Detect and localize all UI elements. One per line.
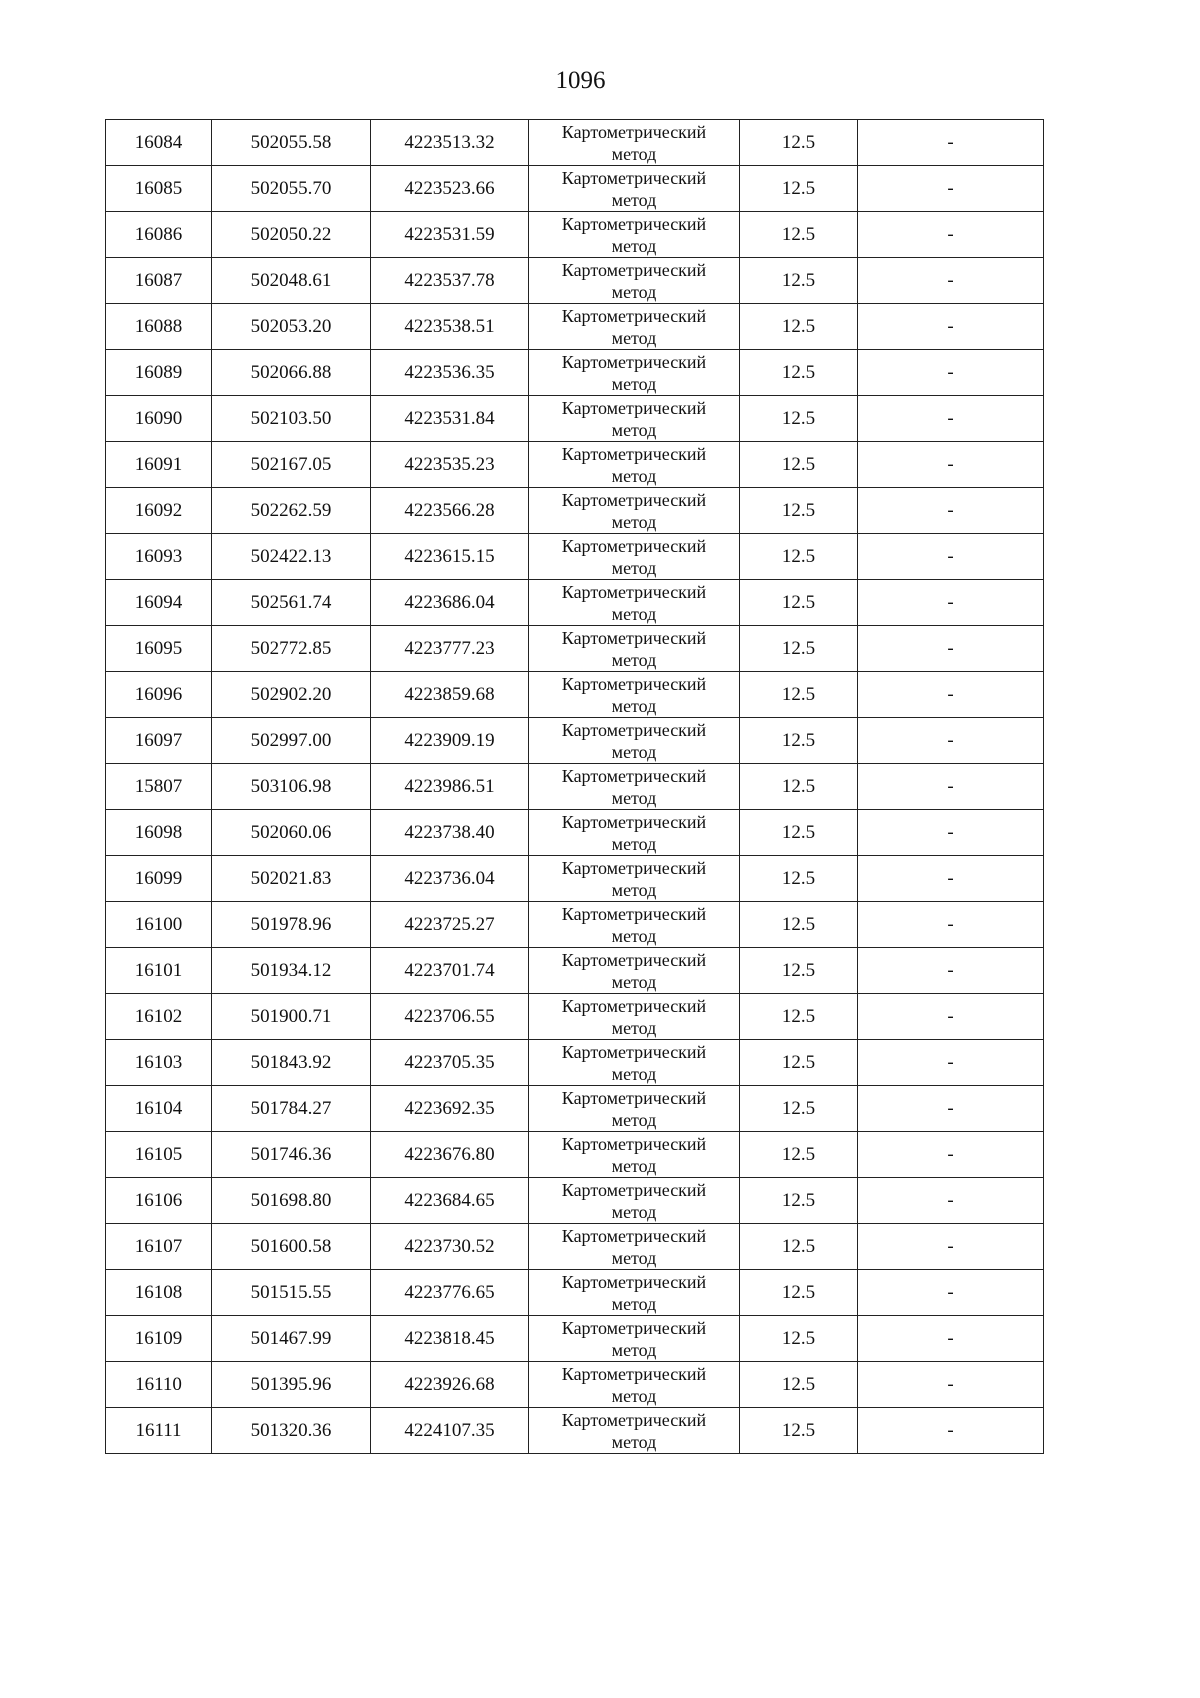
point-number-cell: 16086 (106, 212, 212, 258)
accuracy-cell: 12.5 (740, 1362, 858, 1408)
point-number-cell: 16100 (106, 902, 212, 948)
y-coordinate-cell: 4223538.51 (371, 304, 529, 350)
point-number-cell: 16088 (106, 304, 212, 350)
point-number-cell: 16097 (106, 718, 212, 764)
method-text: Картометрический метод (561, 1133, 707, 1176)
method-text: Картометрический метод (561, 397, 707, 440)
method-text: Картометрический метод (561, 121, 707, 164)
note-cell: - (858, 994, 1044, 1040)
point-number-cell: 16102 (106, 994, 212, 1040)
method-cell (529, 764, 740, 810)
method-cell (529, 396, 740, 442)
note-cell: - (858, 350, 1044, 396)
method-cell (529, 626, 740, 672)
note-cell: - (858, 1408, 1044, 1454)
note-cell: - (858, 120, 1044, 166)
accuracy-cell: 12.5 (740, 1224, 858, 1270)
method-cell (529, 1040, 740, 1086)
x-coordinate-cell: 501515.55 (212, 1270, 371, 1316)
table-row (106, 534, 1044, 580)
x-coordinate-cell: 501746.36 (212, 1132, 371, 1178)
x-coordinate-cell: 501978.96 (212, 902, 371, 948)
coordinates-table (105, 119, 1044, 1454)
method-cell (529, 212, 740, 258)
x-coordinate-cell: 502561.74 (212, 580, 371, 626)
method-text: Картометрический метод (561, 489, 707, 532)
note-cell: - (858, 1178, 1044, 1224)
x-coordinate-cell: 501843.92 (212, 1040, 371, 1086)
method-text: Картометрический метод (561, 719, 707, 762)
accuracy-cell: 12.5 (740, 1086, 858, 1132)
method-cell (529, 1408, 740, 1454)
note-cell: - (858, 304, 1044, 350)
method-cell (529, 350, 740, 396)
x-coordinate-cell: 502772.85 (212, 626, 371, 672)
method-text: Картометрический метод (561, 305, 707, 348)
table-row (106, 856, 1044, 902)
y-coordinate-cell: 4223705.35 (371, 1040, 529, 1086)
accuracy-cell: 12.5 (740, 396, 858, 442)
accuracy-cell: 12.5 (740, 994, 858, 1040)
method-text: Картометрический метод (561, 995, 707, 1038)
point-number-cell: 16092 (106, 488, 212, 534)
note-cell: - (858, 672, 1044, 718)
method-text: Картометрический метод (561, 857, 707, 900)
point-number-cell: 16085 (106, 166, 212, 212)
method-text: Картометрический метод (561, 1409, 707, 1452)
point-number-cell: 16103 (106, 1040, 212, 1086)
method-text: Картометрический метод (561, 949, 707, 992)
method-text: Картометрический метод (561, 1041, 707, 1084)
note-cell: - (858, 856, 1044, 902)
table-row (106, 442, 1044, 488)
method-text: Картометрический метод (561, 1317, 707, 1360)
note-cell: - (858, 488, 1044, 534)
y-coordinate-cell: 4223537.78 (371, 258, 529, 304)
note-cell: - (858, 1362, 1044, 1408)
note-cell: - (858, 948, 1044, 994)
point-number-cell: 16099 (106, 856, 212, 902)
method-text: Картометрический метод (561, 1363, 707, 1406)
method-text: Картометрический метод (561, 167, 707, 210)
y-coordinate-cell: 4223615.15 (371, 534, 529, 580)
table-body (106, 120, 1044, 1454)
x-coordinate-cell: 502021.83 (212, 856, 371, 902)
method-cell (529, 1086, 740, 1132)
y-coordinate-cell: 4223535.23 (371, 442, 529, 488)
method-cell (529, 1132, 740, 1178)
method-cell (529, 1362, 740, 1408)
method-cell (529, 902, 740, 948)
note-cell: - (858, 1224, 1044, 1270)
accuracy-cell: 12.5 (740, 902, 858, 948)
x-coordinate-cell: 501698.80 (212, 1178, 371, 1224)
x-coordinate-cell: 502055.58 (212, 120, 371, 166)
note-cell: - (858, 580, 1044, 626)
x-coordinate-cell: 501467.99 (212, 1316, 371, 1362)
y-coordinate-cell: 4223686.04 (371, 580, 529, 626)
y-coordinate-cell: 4223738.40 (371, 810, 529, 856)
table-row (106, 1408, 1044, 1454)
y-coordinate-cell: 4223536.35 (371, 350, 529, 396)
table-row (106, 1224, 1044, 1270)
note-cell: - (858, 442, 1044, 488)
method-text: Картометрический метод (561, 1271, 707, 1314)
x-coordinate-cell: 502053.20 (212, 304, 371, 350)
accuracy-cell: 12.5 (740, 810, 858, 856)
accuracy-cell: 12.5 (740, 948, 858, 994)
x-coordinate-cell: 502055.70 (212, 166, 371, 212)
method-text: Картометрический метод (561, 811, 707, 854)
method-cell (529, 166, 740, 212)
method-cell (529, 810, 740, 856)
note-cell: - (858, 1270, 1044, 1316)
y-coordinate-cell: 4223684.65 (371, 1178, 529, 1224)
y-coordinate-cell: 4223692.35 (371, 1086, 529, 1132)
accuracy-cell: 12.5 (740, 1316, 858, 1362)
point-number-cell: 16096 (106, 672, 212, 718)
accuracy-cell: 12.5 (740, 764, 858, 810)
note-cell: - (858, 1040, 1044, 1086)
table-row (106, 396, 1044, 442)
method-text: Картометрический метод (561, 213, 707, 256)
y-coordinate-cell: 4223531.59 (371, 212, 529, 258)
point-number-cell: 16094 (106, 580, 212, 626)
method-text: Картометрический метод (561, 627, 707, 670)
method-text: Картометрический метод (561, 535, 707, 578)
method-cell (529, 488, 740, 534)
y-coordinate-cell: 4223513.32 (371, 120, 529, 166)
x-coordinate-cell: 503106.98 (212, 764, 371, 810)
x-coordinate-cell: 501900.71 (212, 994, 371, 1040)
method-text: Картометрический метод (561, 443, 707, 486)
table-row (106, 626, 1044, 672)
note-cell: - (858, 534, 1044, 580)
table-row (106, 1086, 1044, 1132)
table-row (106, 1270, 1044, 1316)
x-coordinate-cell: 502048.61 (212, 258, 371, 304)
method-cell (529, 1270, 740, 1316)
x-coordinate-cell: 502902.20 (212, 672, 371, 718)
method-cell (529, 1224, 740, 1270)
table-row (106, 350, 1044, 396)
method-cell (529, 856, 740, 902)
note-cell: - (858, 764, 1044, 810)
table-row (106, 902, 1044, 948)
accuracy-cell: 12.5 (740, 120, 858, 166)
table-row (106, 580, 1044, 626)
point-number-cell: 15807 (106, 764, 212, 810)
y-coordinate-cell: 4223706.55 (371, 994, 529, 1040)
y-coordinate-cell: 4223859.68 (371, 672, 529, 718)
method-text: Картометрический метод (561, 1225, 707, 1268)
note-cell: - (858, 718, 1044, 764)
x-coordinate-cell: 502103.50 (212, 396, 371, 442)
table-row (106, 1178, 1044, 1224)
table-row (106, 810, 1044, 856)
table-row (106, 212, 1044, 258)
note-cell: - (858, 902, 1044, 948)
method-text: Картометрический метод (561, 673, 707, 716)
note-cell: - (858, 396, 1044, 442)
table-row (106, 764, 1044, 810)
method-text: Картометрический метод (561, 903, 707, 946)
note-cell: - (858, 1316, 1044, 1362)
x-coordinate-cell: 502422.13 (212, 534, 371, 580)
method-text: Картометрический метод (561, 1087, 707, 1130)
point-number-cell: 16107 (106, 1224, 212, 1270)
accuracy-cell: 12.5 (740, 1132, 858, 1178)
point-number-cell: 16106 (106, 1178, 212, 1224)
y-coordinate-cell: 4223531.84 (371, 396, 529, 442)
point-number-cell: 16098 (106, 810, 212, 856)
x-coordinate-cell: 501934.12 (212, 948, 371, 994)
point-number-cell: 16111 (106, 1408, 212, 1454)
y-coordinate-cell: 4223736.04 (371, 856, 529, 902)
x-coordinate-cell: 502997.00 (212, 718, 371, 764)
point-number-cell: 16087 (106, 258, 212, 304)
note-cell: - (858, 258, 1044, 304)
accuracy-cell: 12.5 (740, 1270, 858, 1316)
y-coordinate-cell: 4223986.51 (371, 764, 529, 810)
x-coordinate-cell: 502066.88 (212, 350, 371, 396)
accuracy-cell: 12.5 (740, 534, 858, 580)
table-row (106, 258, 1044, 304)
point-number-cell: 16090 (106, 396, 212, 442)
x-coordinate-cell: 502262.59 (212, 488, 371, 534)
point-number-cell: 16104 (106, 1086, 212, 1132)
point-number-cell: 16109 (106, 1316, 212, 1362)
x-coordinate-cell: 502167.05 (212, 442, 371, 488)
point-number-cell: 16108 (106, 1270, 212, 1316)
table-row (106, 1132, 1044, 1178)
accuracy-cell: 12.5 (740, 1040, 858, 1086)
method-cell (529, 1316, 740, 1362)
note-cell: - (858, 626, 1044, 672)
table-row (106, 120, 1044, 166)
accuracy-cell: 12.5 (740, 166, 858, 212)
table-row (106, 304, 1044, 350)
page-number: 1096 (555, 67, 606, 94)
table-row (106, 672, 1044, 718)
method-text: Картометрический метод (561, 581, 707, 624)
accuracy-cell: 12.5 (740, 258, 858, 304)
method-cell (529, 1178, 740, 1224)
accuracy-cell: 12.5 (740, 718, 858, 764)
x-coordinate-cell: 502060.06 (212, 810, 371, 856)
point-number-cell: 16091 (106, 442, 212, 488)
accuracy-cell: 12.5 (740, 856, 858, 902)
table-row (106, 1040, 1044, 1086)
point-number-cell: 16101 (106, 948, 212, 994)
x-coordinate-cell: 501320.36 (212, 1408, 371, 1454)
accuracy-cell: 12.5 (740, 672, 858, 718)
note-cell: - (858, 1086, 1044, 1132)
point-number-cell: 16093 (106, 534, 212, 580)
table-row (106, 166, 1044, 212)
method-cell (529, 994, 740, 1040)
method-cell (529, 304, 740, 350)
y-coordinate-cell: 4223566.28 (371, 488, 529, 534)
note-cell: - (858, 1132, 1044, 1178)
method-cell (529, 442, 740, 488)
method-cell (529, 948, 740, 994)
method-cell (529, 718, 740, 764)
accuracy-cell: 12.5 (740, 1408, 858, 1454)
y-coordinate-cell: 4223926.68 (371, 1362, 529, 1408)
accuracy-cell: 12.5 (740, 580, 858, 626)
table-row (106, 948, 1044, 994)
y-coordinate-cell: 4223777.23 (371, 626, 529, 672)
method-cell (529, 672, 740, 718)
accuracy-cell: 12.5 (740, 626, 858, 672)
table-row (106, 488, 1044, 534)
point-number-cell: 16089 (106, 350, 212, 396)
y-coordinate-cell: 4223725.27 (371, 902, 529, 948)
point-number-cell: 16105 (106, 1132, 212, 1178)
x-coordinate-cell: 501784.27 (212, 1086, 371, 1132)
method-text: Картометрический метод (561, 351, 707, 394)
accuracy-cell: 12.5 (740, 212, 858, 258)
y-coordinate-cell: 4224107.35 (371, 1408, 529, 1454)
table-row (106, 1316, 1044, 1362)
point-number-cell: 16110 (106, 1362, 212, 1408)
note-cell: - (858, 810, 1044, 856)
method-text: Картометрический метод (561, 1179, 707, 1222)
y-coordinate-cell: 4223776.65 (371, 1270, 529, 1316)
method-cell (529, 580, 740, 626)
accuracy-cell: 12.5 (740, 350, 858, 396)
y-coordinate-cell: 4223818.45 (371, 1316, 529, 1362)
point-number-cell: 16084 (106, 120, 212, 166)
method-text: Картометрический метод (561, 765, 707, 808)
table-row (106, 718, 1044, 764)
y-coordinate-cell: 4223676.80 (371, 1132, 529, 1178)
accuracy-cell: 12.5 (740, 488, 858, 534)
y-coordinate-cell: 4223730.52 (371, 1224, 529, 1270)
x-coordinate-cell: 501395.96 (212, 1362, 371, 1408)
accuracy-cell: 12.5 (740, 1178, 858, 1224)
method-text: Картометрический метод (561, 259, 707, 302)
note-cell: - (858, 166, 1044, 212)
note-cell: - (858, 212, 1044, 258)
method-cell (529, 120, 740, 166)
method-cell (529, 258, 740, 304)
point-number-cell: 16095 (106, 626, 212, 672)
x-coordinate-cell: 501600.58 (212, 1224, 371, 1270)
table-row (106, 994, 1044, 1040)
y-coordinate-cell: 4223523.66 (371, 166, 529, 212)
x-coordinate-cell: 502050.22 (212, 212, 371, 258)
accuracy-cell: 12.5 (740, 442, 858, 488)
table-row (106, 1362, 1044, 1408)
y-coordinate-cell: 4223909.19 (371, 718, 529, 764)
method-cell (529, 534, 740, 580)
accuracy-cell: 12.5 (740, 304, 858, 350)
y-coordinate-cell: 4223701.74 (371, 948, 529, 994)
